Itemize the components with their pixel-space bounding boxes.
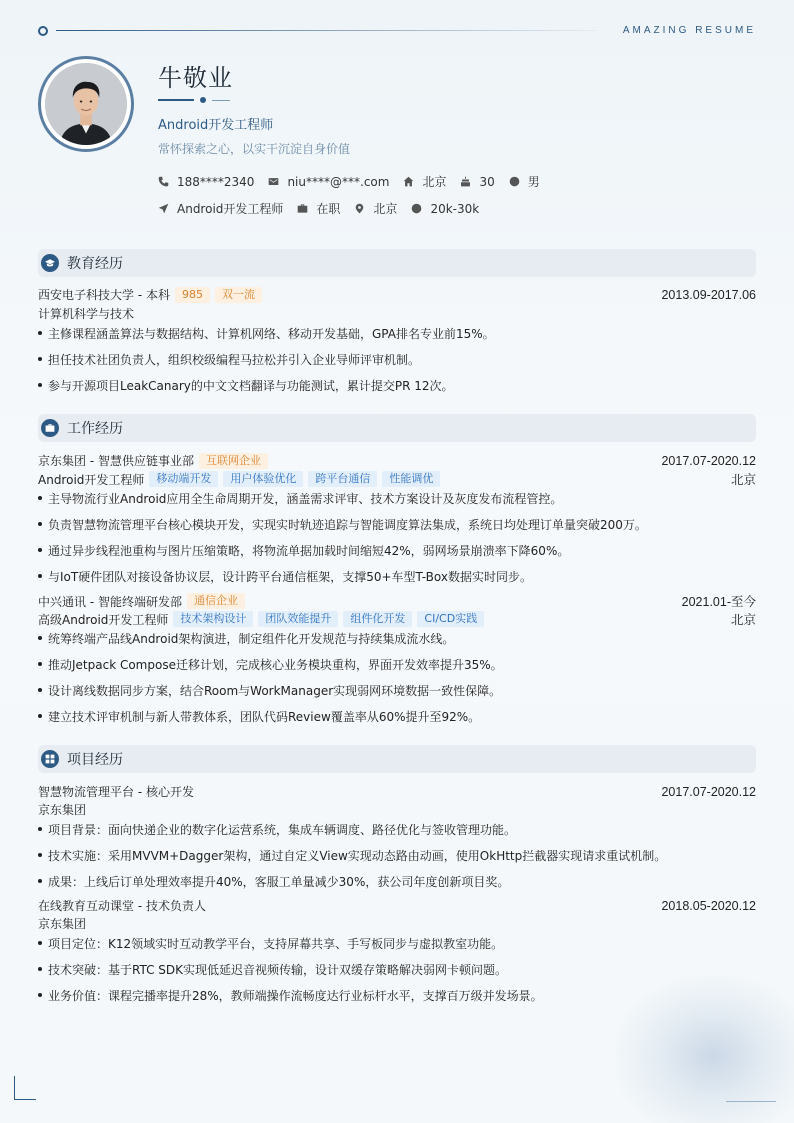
education-major-row (38, 305, 756, 322)
target-city-item (354, 200, 397, 217)
salary-text: 20k-30k (430, 201, 480, 216)
status-text: 在职 (316, 202, 341, 216)
project-company-row (38, 801, 756, 818)
location-pin-icon (354, 203, 365, 214)
top-decoration (38, 26, 598, 36)
job-city: 北京 (730, 613, 756, 627)
job-role: Android开发工程师 (38, 472, 145, 487)
education-section-header (38, 249, 756, 277)
job-role-row (38, 470, 756, 488)
age-text: 30 (479, 174, 495, 189)
project-company: 京东集团 (38, 803, 87, 817)
graduation-cap-icon (41, 254, 59, 272)
briefcase-icon (41, 419, 59, 437)
project-bullet: 技术实施：采用MVVM+Dagger架构，通过自定义View实现动态路由动画，使用OkHttp拦截器实现请求重试机制。 (38, 847, 666, 864)
education-date: 2013.09-2017.06 (661, 287, 756, 302)
company-name: 京东集团 - 智慧供应链事业部 (38, 454, 194, 468)
job-bullet: 负责智慧物流管理平台核心模块开发，实现实时轨迹追踪与智能调度算法集成，系统日均处理订单量突破200万。 (38, 516, 647, 533)
money-icon (411, 203, 422, 214)
send-icon (158, 203, 169, 214)
top-circle-ornament (38, 26, 48, 36)
cake-icon (460, 176, 471, 187)
work-section-title: 工作经历 (67, 421, 123, 437)
home-icon (403, 176, 414, 187)
project-bullet: 项目定位：K12领域实时互动教学平台，支持屏幕共享、手写板同步与虚拟教室功能。 (38, 935, 503, 952)
project-name-row (38, 897, 756, 914)
job-date: 2021.01-至今 (681, 595, 756, 609)
bottom-right-line-ornament (726, 1101, 776, 1102)
project-date: 2017.07-2020.12 (661, 784, 756, 799)
skill-tag: 团队效能提升 (258, 611, 338, 627)
phone-item (158, 175, 254, 189)
job-bullet: 与IoT硬件团队对接设备协议层，设计跨平台通信框架，支撑50+车型T-Box数据实时同步。 (38, 568, 532, 585)
person-portrait-icon (45, 63, 127, 145)
education-section-title: 教育经历 (67, 256, 123, 272)
skill-tag: 技术架构设计 (173, 611, 253, 627)
education-bullet: 主修课程涵盖算法与数据结构、计算机网络、移动开发基础，GPA排名专业前15%。 (38, 325, 495, 342)
job-bullet: 推动Jetpack Compose迁移计划，完成核心业务模块重构，界面开发效率提升35%。 (38, 656, 503, 673)
education-bullet: 参与开源项目LeakCanary的中文文档翻译与功能测试，累计提交PR 12次。 (38, 377, 454, 394)
project-bullet: 项目背景：面向快递企业的数字化运营系统，集成车辆调度、路径优化与签收管理功能。 (38, 821, 516, 838)
project-bullet: 成果：上线后订单处理效率提升40%，客服工单量减少30%，获公司年度创新项目奖。 (38, 873, 509, 890)
project-bullet: 技术突破：基于RTC SDK实现低延迟音视频传输，设计双缓存策略解决弱网卡顿问题。 (38, 961, 507, 978)
project-company-row (38, 915, 756, 932)
intention-row (158, 200, 493, 217)
job-bullet: 主导物流行业Android应用全生命周期开发，涵盖需求评审、技术方案设计及灰度发布流程管控。 (38, 490, 562, 507)
job-company-row (38, 452, 756, 469)
status-item (297, 200, 340, 217)
city-item (403, 173, 446, 190)
education-bullet: 担任技术社团负责人，组织校级编程马拉松并引入企业导师评审机制。 (38, 351, 420, 368)
age-item (460, 175, 494, 189)
school-name: 西安电子科技大学 - 本科 (38, 288, 170, 302)
skill-tag: 移动端开发 (149, 471, 218, 487)
phone-text: 188****2340 (177, 174, 255, 189)
city-text: 北京 (422, 175, 447, 189)
project-section-title: 项目经历 (67, 752, 123, 768)
project-name-row (38, 783, 756, 800)
bottom-left-corner-ornament (14, 1076, 36, 1100)
candidate-name: 牛敬业 (158, 64, 233, 92)
school-tag: 双一流 (215, 287, 262, 303)
email-item (268, 175, 389, 189)
salary-item (411, 202, 479, 216)
skill-tag: CI/CD实践 (417, 611, 484, 627)
phone-icon (158, 176, 169, 187)
work-section-header (38, 414, 756, 442)
job-role: 高级Android开发工程师 (38, 612, 169, 627)
brand-label: AMAZING RESUME (622, 25, 756, 36)
job-role-row (38, 610, 756, 628)
job-date: 2017.07-2020.12 (661, 453, 756, 468)
skill-tag: 用户体验优化 (223, 471, 303, 487)
contact-row (158, 173, 554, 190)
job-bullet: 设计离线数据同步方案，结合Room与WorkManager实现弱网环境数据一致性保障。 (38, 682, 501, 699)
name-underline-ornament (158, 96, 238, 104)
grid-icon (41, 750, 59, 768)
gender-icon (509, 176, 520, 187)
target-job-item (158, 200, 283, 217)
target-job-text: Android开发工程师 (177, 202, 284, 216)
major-name: 计算机科学与技术 (38, 307, 135, 321)
project-bullet: 业务价值：课程完播率提升28%，教师端操作流畅度达行业标杆水平，支撑百万级并发场景。 (38, 987, 543, 1004)
top-line-ornament (56, 30, 596, 31)
target-city-text: 北京 (373, 202, 398, 216)
company-name: 中兴通讯 - 智能终端研发部 (38, 594, 182, 609)
school-tag: 985 (175, 287, 210, 303)
project-company: 京东集团 (38, 917, 87, 931)
job-title: Android开发工程师 (158, 118, 274, 133)
job-city: 北京 (730, 473, 756, 487)
job-company-row (38, 592, 756, 610)
job-bullet: 统筹终端产品线Android架构演进，制定组件化开发规范与持续集成流水线。 (38, 630, 454, 647)
project-name: 智慧物流管理平台 - 核心开发 (38, 785, 194, 799)
project-name: 在线教育互动课堂 - 技术负责人 (38, 899, 206, 913)
email-text: niu****@***.com (287, 174, 390, 189)
company-tag: 通信企业 (187, 593, 245, 609)
company-tag: 互联网企业 (199, 453, 268, 469)
job-bullet: 通过异步线程池重构与图片压缩策略，将物流单据加载时间缩短42%，弱网场景崩溃率下降60%。 (38, 542, 569, 559)
job-bullet: 建立技术评审机制与新人带教体系，团队代码Review覆盖率从60%提升至92%。 (38, 708, 480, 725)
gender-item (509, 173, 540, 190)
skill-tag: 组件化开发 (343, 611, 412, 627)
project-section-header (38, 745, 756, 773)
avatar (38, 56, 134, 152)
briefcase-icon (297, 203, 308, 214)
avatar-photo (45, 63, 127, 145)
motto: 常怀探索之心，以实干沉淀自身价值 (158, 142, 351, 156)
gender-text: 男 (527, 175, 540, 189)
mail-icon (268, 176, 279, 187)
project-date: 2018.05-2020.12 (661, 898, 756, 913)
skill-tag: 跨平台通信 (308, 471, 377, 487)
education-school-row (38, 286, 756, 303)
skill-tag: 性能调优 (382, 471, 440, 487)
